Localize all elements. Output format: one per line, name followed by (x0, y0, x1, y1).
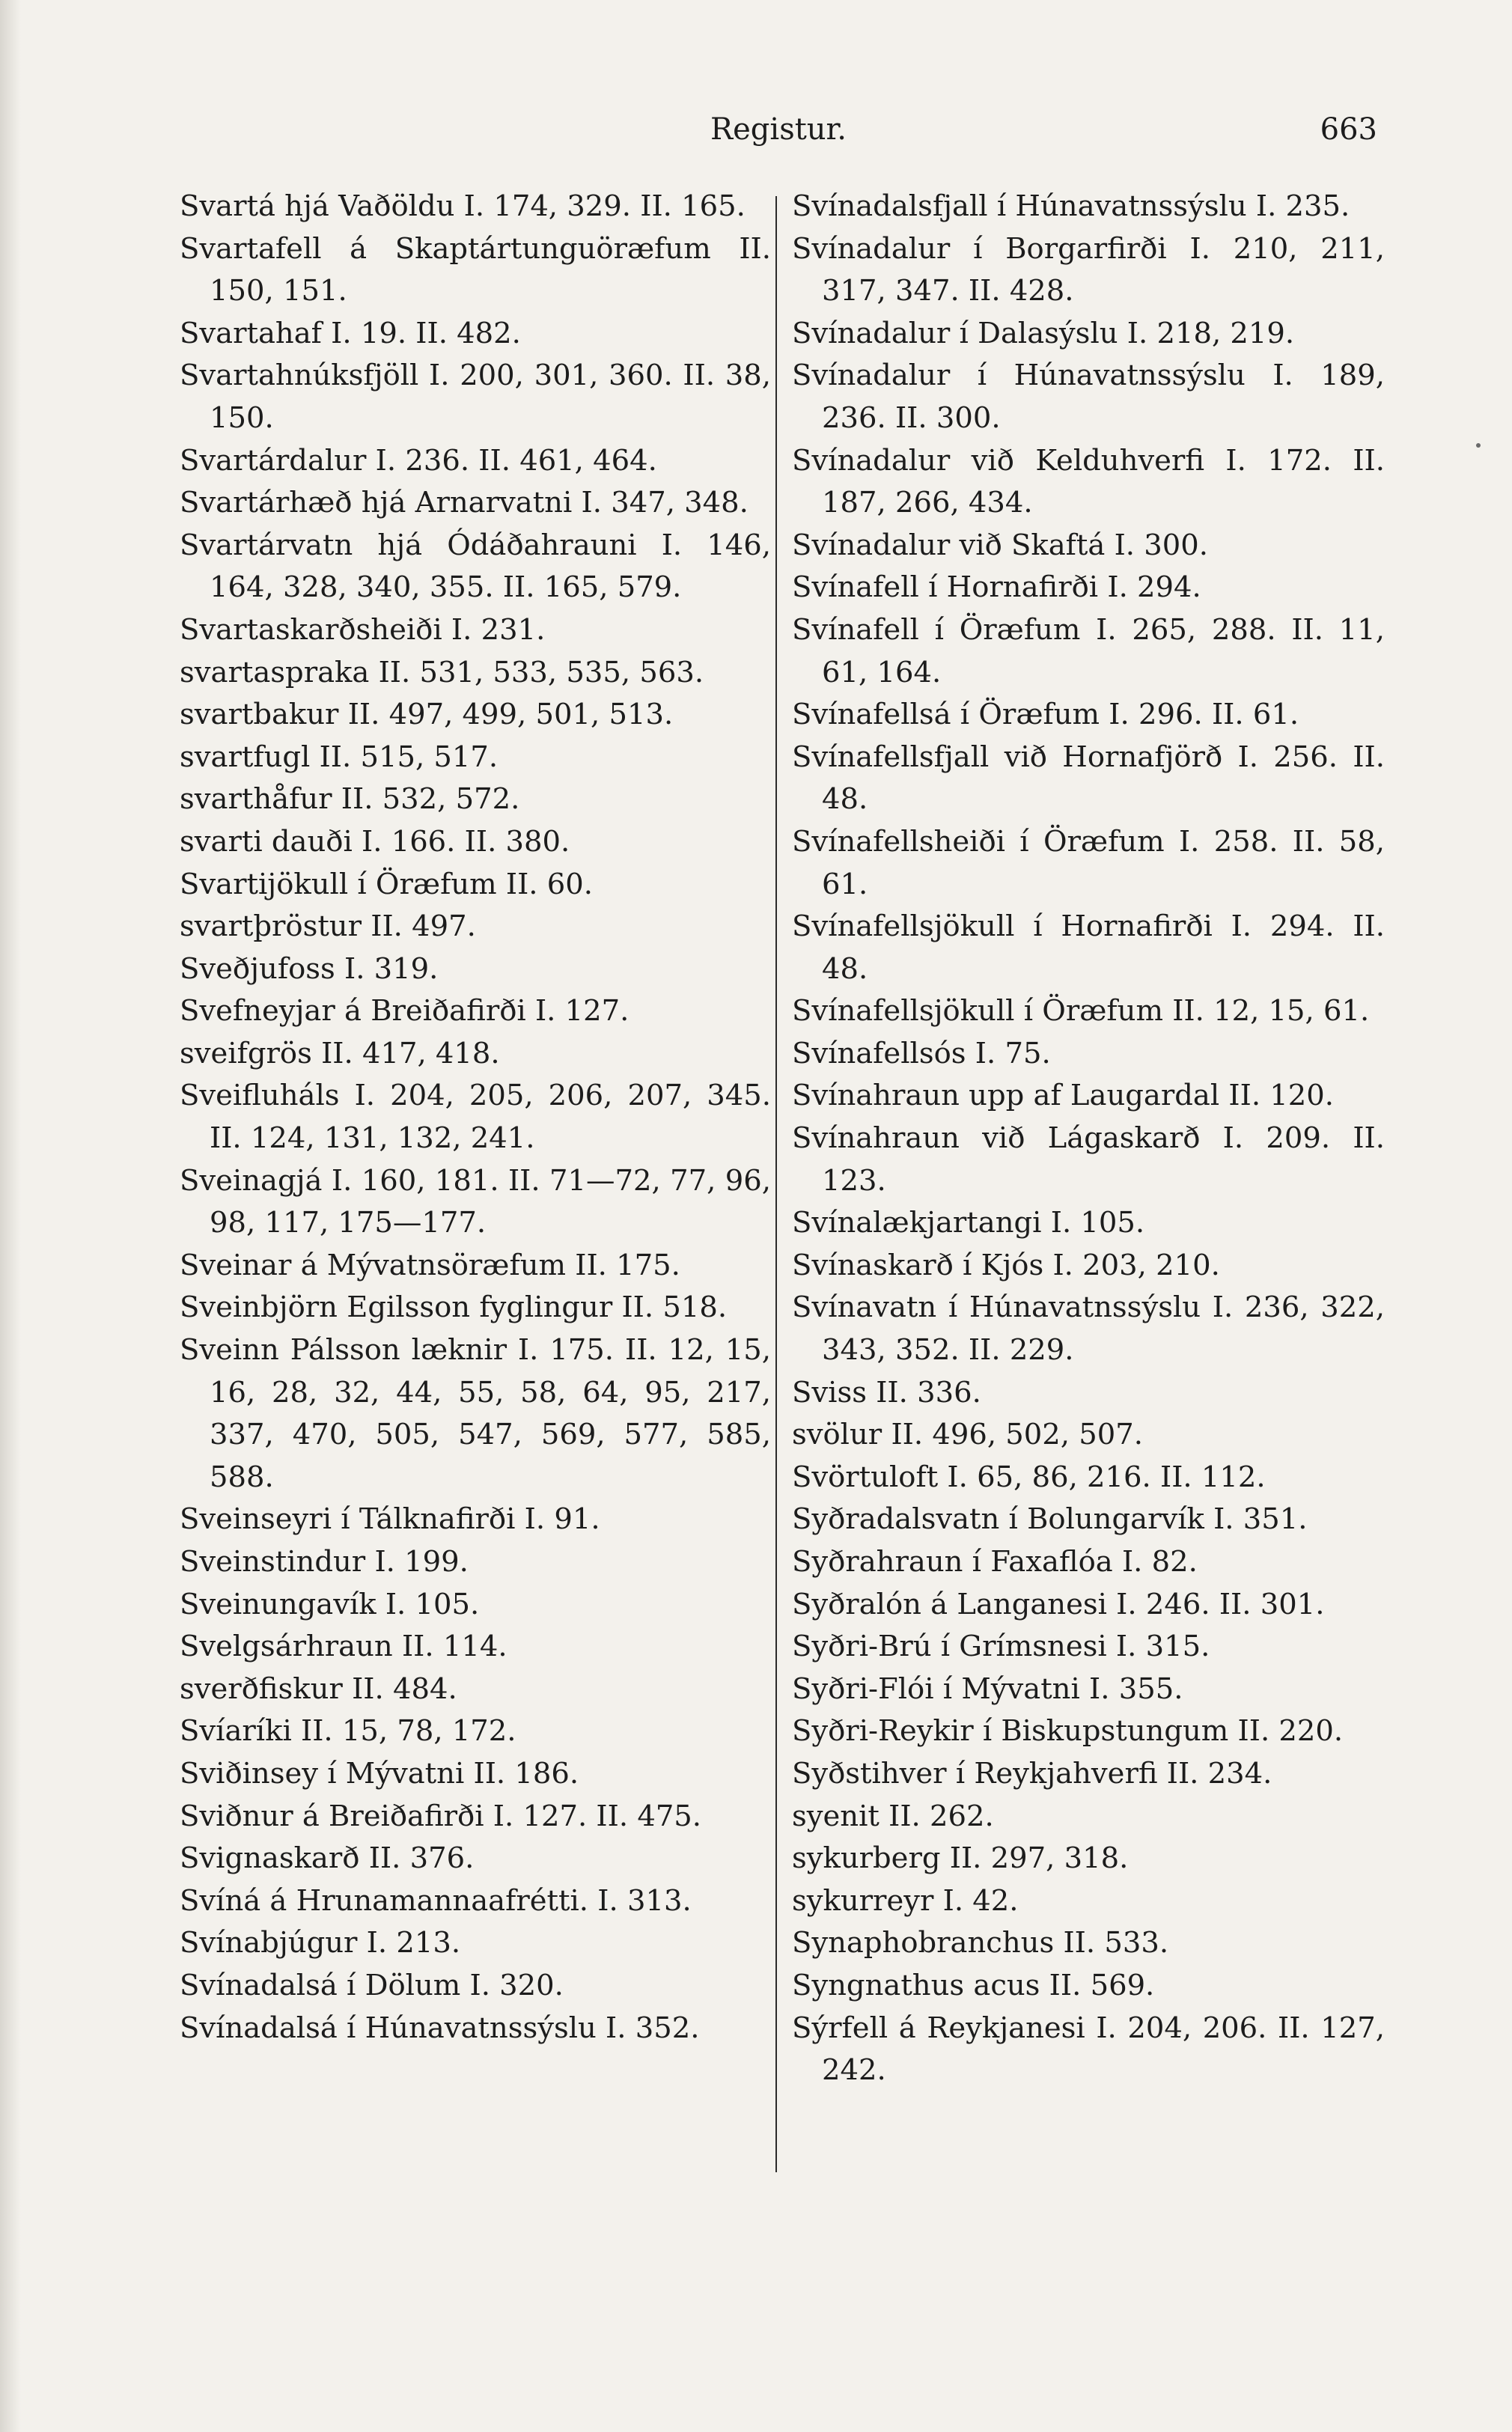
index-entry: Svínadalur við Skaftá I. 300. (792, 528, 1208, 562)
index-entry: Svartijökull í Öræfum II. 60. (180, 867, 593, 901)
index-entry: Sveifluháls I. 204, 205, 206, 207, 345. II. 124, 131, 132, 241. (180, 1079, 771, 1156)
index-entry: sveifgrös II. 417, 418. (180, 1036, 500, 1070)
index-entry: Svartárhæð hjá Arnarvatni I. 347, 348. (180, 486, 749, 520)
index-entry: Svínadalsá í Dölum I. 320. (180, 1968, 564, 2002)
index-entry: Syngnathus acus II. 569. (792, 1968, 1155, 2002)
index-entry: svartþröstur II. 497. (180, 909, 476, 944)
index-entry: sverðfiskur II. 484. (180, 1671, 457, 1706)
index-entry: Synaphobranchus II. 533. (792, 1926, 1169, 1960)
page-header (180, 112, 1377, 157)
index-entry: Svínahraun við Lágaskarð I. 209. II. 123. (792, 1121, 1385, 1198)
index-entry: Sveinagjá I. 160, 181. II. 71—72, 77, 96, 98, 117, 175—177. (180, 1163, 771, 1240)
index-entry: Svartárvatn hjá Ódáðahrauni I. 146, 164, 328, 340, 355. II. 165, 579. (180, 528, 771, 605)
index-entry: Syðradalsvatn í Bolungarvík I. 351. (792, 1502, 1308, 1537)
index-entry: Sviðinsey í Mývatni II. 186. (180, 1756, 579, 1791)
index-entry: Syðstihver í Reykjahverfi II. 234. (792, 1756, 1272, 1791)
index-entry: svartaspraka II. 531, 533, 535, 563. (180, 655, 704, 689)
index-entry: Sveinungavík I. 105. (180, 1587, 480, 1621)
index-entry: Svelgsárhraun II. 114. (180, 1630, 507, 1664)
index-entry: Sveinbjörn Egilsson fyglingur II. 518. (180, 1290, 728, 1325)
index-entry: Svartaskarðsheiði I. 231. (180, 612, 546, 647)
index-entry: Svínadalur í Dalasýslu I. 218, 219. (792, 316, 1295, 350)
page-number: 663 (1320, 112, 1377, 147)
index-entry: Svíná á Hrunamannaafrétti. I. 313. (180, 1883, 692, 1918)
index-entry: Svínafellsfjall við Hornafjörð I. 256. II. 48. (792, 740, 1385, 817)
index-entry: sykurreyr I. 42. (792, 1883, 1019, 1918)
index-entry: Sveinar á Mývatnsöræfum II. 175. (180, 1248, 680, 1282)
index-entry: Svartahnúksfjöll I. 200, 301, 360. II. 38, 150. (180, 359, 771, 435)
index-entry: Svefneyjar á Breiðafirði I. 127. (180, 994, 630, 1028)
index-entry: Sveinstindur I. 199. (180, 1545, 469, 1579)
index-entry: Svínahraun upp af Laugardal II. 120. (792, 1079, 1335, 1113)
index-entry: Svínadalur í Borgarfirði I. 210, 211, 317, 347. II. 428. (792, 231, 1385, 308)
index-entry: Svínaskarð í Kjós I. 203, 210. (792, 1248, 1220, 1282)
index-entry: Svínalækjartangi I. 105. (792, 1206, 1145, 1240)
index-entry: svarti dauði I. 166. II. 380. (180, 824, 570, 859)
index-entry: Sveðjufoss I. 319. (180, 951, 439, 986)
index-entry: svartfugl II. 515, 517. (180, 740, 499, 774)
index-entry: Svínavatn í Húnavatnssýslu I. 236, 322, 343, 352. II. 229. (792, 1290, 1385, 1368)
index-entry: Svínadalsfjall í Húnavatnssýslu I. 235. (792, 189, 1350, 223)
index-entry: Svínafellsós I. 75. (792, 1036, 1051, 1070)
index-entry: Svartárdalur I. 236. II. 461, 464. (180, 443, 657, 478)
index-entry: Svínadalur í Húnavatnssýslu I. 189, 236. II. 300. (792, 359, 1385, 435)
left-column (180, 186, 771, 2049)
index-entry: Syðralón á Langanesi I. 246. II. 301. (792, 1587, 1325, 1621)
index-entry: Sviðnur á Breiðafirði I. 127. II. 475. (180, 1799, 702, 1833)
index-entry: Svínafell í Öræfum I. 265, 288. II. 11, 61, 164. (792, 612, 1385, 689)
index-entry: svartbakur II. 497, 499, 501, 513. (180, 698, 674, 732)
index-entry: syenit II. 262. (792, 1799, 994, 1833)
index-entry: sykurberg II. 297, 318. (792, 1841, 1129, 1876)
index-entry: Svínadalsá í Húnavatnssýslu I. 352. (180, 2011, 700, 2045)
print-speck (1476, 443, 1481, 448)
index-entry: Sýrfell á Reykjanesi I. 204, 206. II. 127, 242. (792, 2011, 1385, 2088)
index-entry: Svínafellsjökull í Öræfum II. 12, 15, 61. (792, 994, 1370, 1028)
column-divider (775, 196, 777, 2172)
index-entry: Sveinseyri í Tálknafirði I. 91. (180, 1502, 600, 1537)
index-entry: Svíaríki II. 15, 78, 172. (180, 1714, 516, 1749)
index-entry: Svartafell á Skaptártunguöræfum II. 150, 151. (180, 231, 771, 308)
index-entry: svölur II. 496, 502, 507. (792, 1418, 1143, 1452)
index-entry: Svínafellsá í Öræfum I. 296. II. 61. (792, 698, 1299, 732)
index-entry: Syðri-Reykir í Biskupstungum II. 220. (792, 1714, 1344, 1749)
index-entry: Svínadalur við Kelduhverfi I. 172. II. 187, 266, 434. (792, 443, 1385, 520)
index-entry: Svínabjúgur I. 213. (180, 1926, 461, 1960)
index-entry: Svartahaf I. 19. II. 482. (180, 316, 521, 350)
page-edge-shadow (0, 0, 21, 2432)
index-entry: Syðri-Brú í Grímsnesi I. 315. (792, 1630, 1210, 1664)
index-entry: Syðrahraun í Faxaflóa I. 82. (792, 1545, 1198, 1579)
index-entry: Sviss II. 336. (792, 1375, 981, 1409)
running-title: Registur. (710, 112, 847, 147)
right-column (792, 186, 1385, 2092)
index-entry: Sveinn Pálsson læknir I. 175. II. 12, 15, 16, 28, 32, 44, 55, 58, 64, 95, 217, 337, 470, 505, 547, 569, 577, 585, 588. (180, 1333, 771, 1494)
index-entry: Svínafellsjökull í Hornafirði I. 294. II. 48. (792, 909, 1385, 986)
index-entry: Svartá hjá Vaðöldu I. 174, 329. II. 165. (180, 189, 746, 223)
index-entry: Syðri-Flói í Mývatni I. 355. (792, 1671, 1183, 1706)
index-entry: svarthåfur II. 532, 572. (180, 782, 520, 817)
index-entry: Svignaskarð II. 376. (180, 1841, 475, 1876)
index-entry: Svínafell í Hornafirði I. 294. (792, 570, 1201, 605)
index-entry: Svínafellsheiði í Öræfum I. 258. II. 58, 61. (792, 824, 1385, 901)
index-entry: Svörtuloft I. 65, 86, 216. II. 112. (792, 1460, 1266, 1494)
